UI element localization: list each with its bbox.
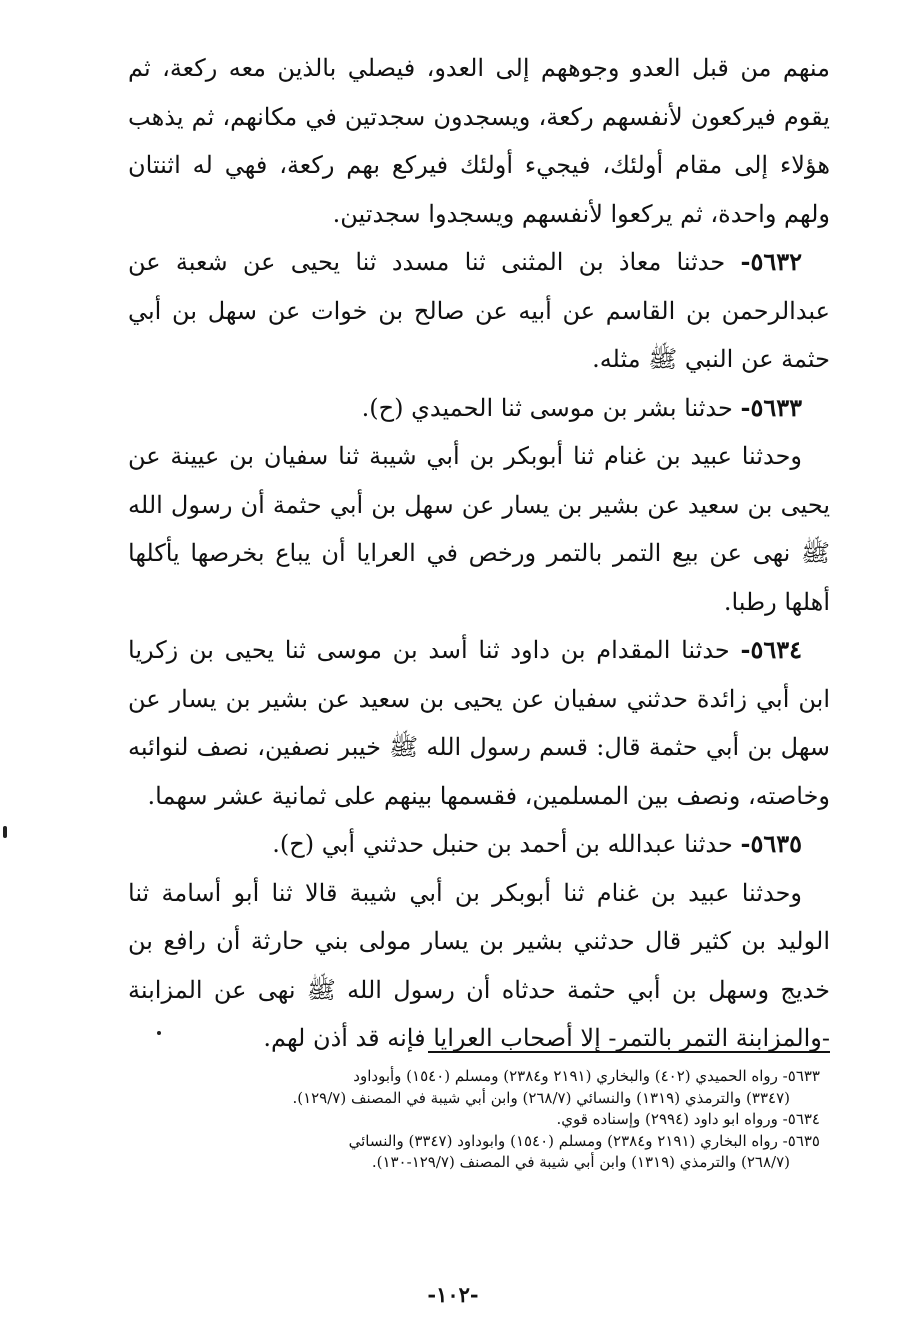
hadith-number: ٥٦٣٥- [740, 829, 802, 858]
footnote-5635-continuation: (٢٦٨/٧) والترمذي (١٣١٩) وابن أبي شيبة في المصنف (١٢٩/٧-١٣٠). [371, 1153, 790, 1171]
page-number: -١٠٢- [427, 1282, 479, 1307]
hadith-5632 [128, 238, 830, 384]
ink-dot [157, 1031, 161, 1035]
hadith-number: ٥٦٣٣- [740, 392, 802, 422]
footnote-5633-continuation: (٣٣٤٧) والترمذي (١٣١٩) والنسائي (٢٦٨/٧) وابن أبي شيبة في المصنف (١٢٩/٧). [292, 1088, 790, 1107]
footnote-5634: ٥٦٣٤- ورواه ابو داود (٢٩٩٤) وإسناده قوي. [556, 1110, 820, 1128]
footnote-divider [428, 1051, 830, 1053]
hadith-5635-continuation: وحدثنا عبيد بن غنام ثنا أبوبكر بن أبي شيبة قالا ثنا أبو أسامة ثنا الوليد بن كثير قال حدثني بشير بن يسار مولى بني حارثة أن رافع بن خديج وسهل بن أبي حثمة حدثاه أن رسول الله ﷺ نهى عن المزابنة -والمزابنة التمر بالتمر- إلا أصحاب العرايا فإنه قد أذن لهم. [128, 878, 830, 1052]
scan-speck [3, 826, 7, 838]
hadith-number: ٥٦٣٤- [740, 635, 802, 664]
paragraph-continuation: منهم من قبل العدو وجوههم إلى العدو، فيصلي بالذين معه ركعة، ثم يقوم فيركعون لأنفسهم ركعة، ويسجدون سجدتين في مكانهم، ثم يذهب هؤلاء إلى مقام أولئك، فيجيء أولئك فيركع بهم ركعة، فهي له اثنتان ولهم واحدة، ثم يركعوا لأنفسهم ويسجدوا سجدتين. [128, 54, 831, 228]
footnote-5633: ٥٦٣٣- رواه الحميدي (٤٠٢) والبخاري (٢١٩١ و٢٣٨٤) ومسلم (١٥٤٠) وأبوداود [353, 1067, 820, 1085]
footnotes [150, 1066, 820, 1174]
hadith-5633-continuation: وحدثنا عبيد بن غنام ثنا أبوبكر بن أبي شيبة ثنا سفيان بن عيينة عن يحيى بن سعيد عن بشير بن يسار عن سهل بن أبي حثمة أن رسول الله ﷺ نهى عن بيع التمر بالتمر ورخص في العرايا أن يباع بخرصها يأكلها أهلها رطبا. [128, 442, 830, 616]
hadith-text: حدثنا معاذ بن المثنى ثنا مسدد ثنا يحيى عن شعبة عن عبدالرحمن بن القاسم عن أبيه عن صالح بن خوات عن سهل بن أبي حثمة عن النبي ﷺ مثله. [128, 248, 830, 373]
main-text [128, 44, 830, 1063]
hadith-text: حدثنا عبدالله بن أحمد بن حنبل حدثني أبي (ح). [272, 830, 733, 858]
hadith-text: حدثنا بشر بن موسى ثنا الحميدي (ح). [361, 393, 733, 422]
hadith-5635 [128, 820, 830, 869]
hadith-number: ٥٦٣٢- [740, 247, 802, 276]
hadith-text: حدثنا المقدام بن داود ثنا أسد بن موسى ثنا يحيى بن زكريا ابن أبي زائدة حدثني سفيان عن يحيى بن سعيد عن بشير بن يسار عن سهل بن أبي حثمة قال: قسم رسول الله ﷺ خيبر نصفين، نصف لنوائبه وخاصته، ونصف بين المسلمين، فقسمها بينهم على ثمانية عشر سهما. [128, 636, 830, 810]
hadith-5634 [128, 626, 830, 820]
footnote-5635: ٥٦٣٥- رواه البخاري (٢١٩١ و٢٣٨٤) ومسلم (١٥٤٠) وابوداود (٣٣٤٧) والنسائي [348, 1131, 820, 1150]
hadith-5633 [128, 384, 830, 433]
